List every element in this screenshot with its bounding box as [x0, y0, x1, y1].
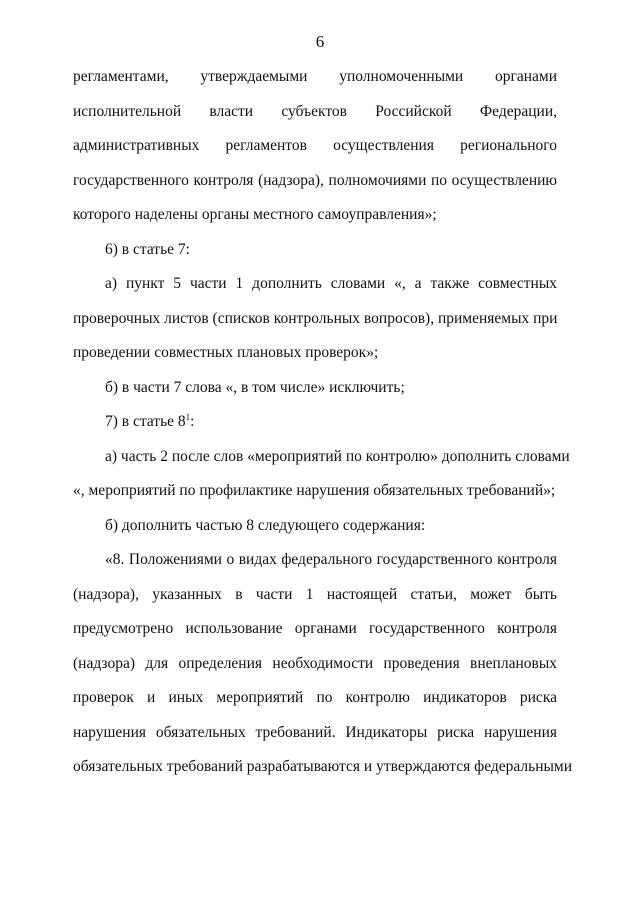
text-line: исполнительной власти субъектов Российской Федерации, — [73, 102, 557, 120]
text-line: 6) в статье 7: — [105, 240, 190, 258]
text-line: проведении совместных плановых проверок»; — [73, 344, 379, 361]
text-line-with-superscript — [73, 405, 557, 440]
superscript: 1 — [185, 411, 191, 422]
text-line: которого наделены органы местного самоуправления»; — [73, 206, 437, 223]
text-line: регламентами, утверждаемыми уполномоченными органами — [73, 68, 557, 85]
text-line: нарушения обязательных требований. Индикаторы риска нарушения — [73, 723, 557, 741]
text-line: б) в части 7 слова «, в том числе» исключить; — [105, 378, 405, 396]
text-line: а) часть 2 после слов «мероприятий по контролю» дополнить словами — [105, 447, 570, 465]
text-line: обязательных требований разрабатываются и утверждаются федеральными — [73, 758, 573, 775]
text-line: а) пункт 5 части 1 дополнить словами «, а также совместных — [105, 275, 557, 292]
text-line: (надзора) для определения необходимости проведения внеплановых — [73, 654, 557, 672]
text-line: «8. Положениями о видах федерального государственного контроля — [105, 551, 557, 568]
text-line: «, мероприятий по профилактике нарушения обязательных требований»; — [73, 482, 556, 499]
heading-text: 7) в статье 8 — [105, 413, 186, 430]
heading-colon: : — [190, 413, 195, 430]
text-line: б) дополнить частью 8 следующего содержания: — [105, 516, 426, 534]
text-line: проверок и иных мероприятий по контролю индикаторов риска — [73, 689, 557, 706]
text-line: проверочных листов (списков контрольных вопросов), применяемых при — [73, 309, 558, 327]
text-line: административных регламентов осуществления регионального — [73, 137, 557, 154]
text-line: государственного контроля (надзора), полномочиями по осуществлению — [73, 171, 557, 189]
text-line: предусмотрено использование органами государственного контроля — [73, 620, 557, 637]
text-line: (надзора), указанных в части 1 настоящей статьи, может быть — [73, 585, 557, 603]
page-number: 6 — [315, 32, 325, 51]
document-body — [73, 60, 573, 785]
